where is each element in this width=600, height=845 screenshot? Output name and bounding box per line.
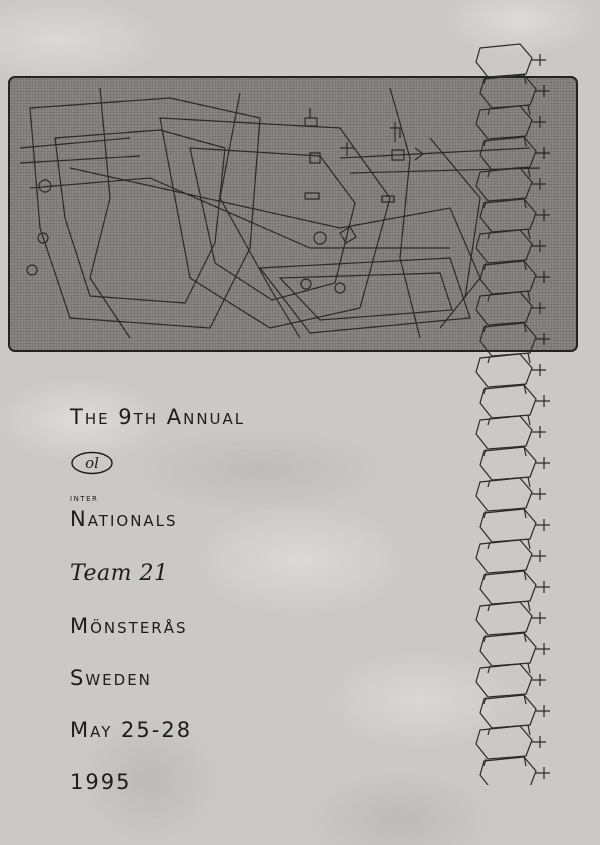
hex-chain-tab [536,581,550,593]
dates-heading: May 25-28 [70,718,193,742]
hex-chain-tab [536,85,550,97]
hex-chain-link [476,726,532,759]
hex-chain-tab [536,519,550,531]
hex-chain-link [476,478,532,511]
hex-chain-tab [532,612,546,624]
hex-chain-link [476,44,532,77]
hex-chain-tab [536,457,550,469]
hex-chain-tab [532,426,546,438]
country-heading: Sweden [70,666,152,690]
town-heading: Mönsterås [70,614,188,638]
hex-chain-link [480,571,536,604]
hex-chain-tab [536,643,550,655]
hex-chain-link [480,261,536,294]
hex-chain-tab [536,333,550,345]
hex-chain-tab [532,488,546,500]
inter-label: inter [70,493,99,504]
hex-chain-tab [532,736,546,748]
svg-text:ol: ol [85,454,99,472]
hex-chain-tab [536,147,550,159]
hex-chain-link [480,447,536,480]
hex-chain-link [480,137,536,170]
team-21-heading: Team 21 [70,561,169,586]
hex-chain-tab [532,240,546,252]
hex-chain-tab [532,178,546,190]
ol-logo-icon [70,451,114,475]
hex-chain-tab [532,364,546,376]
hex-chain-tab [536,209,550,221]
hex-chain-link [480,509,536,542]
hex-chain-link [480,75,536,108]
hex-chain-link [476,540,532,573]
hex-chain-link [476,602,532,635]
hex-chain-link [476,106,532,139]
hex-chain-link [480,385,536,418]
hex-chain-tab [532,674,546,686]
hex-chain-link [476,664,532,697]
hex-chain-link [480,323,536,356]
nationals-heading: Nationals [70,507,178,531]
hex-chain-tab [532,116,546,128]
hex-chain-link [480,199,536,232]
hex-chain-illustration [458,40,558,785]
annual-heading: The 9th Annual [70,405,246,429]
hex-chain-link [476,168,532,201]
cover-text [70,0,450,845]
hex-chain-link [480,757,536,785]
hex-chain-link [476,292,532,325]
year-heading: 1995 [70,770,132,794]
hex-chain-link [476,230,532,263]
hex-chain-link [480,633,536,666]
hex-chain-link [480,695,536,728]
hex-chain-tab [532,54,546,66]
hex-chain-link [476,416,532,449]
hex-chain-tab [536,767,550,779]
hex-chain-tab [532,550,546,562]
hex-chain-link [476,354,532,387]
hex-chain-tab [536,395,550,407]
hex-chain-tab [536,271,550,283]
hex-chain-tab [536,705,550,717]
hex-chain-tab [532,302,546,314]
sprue-part-ring-3 [27,265,37,275]
